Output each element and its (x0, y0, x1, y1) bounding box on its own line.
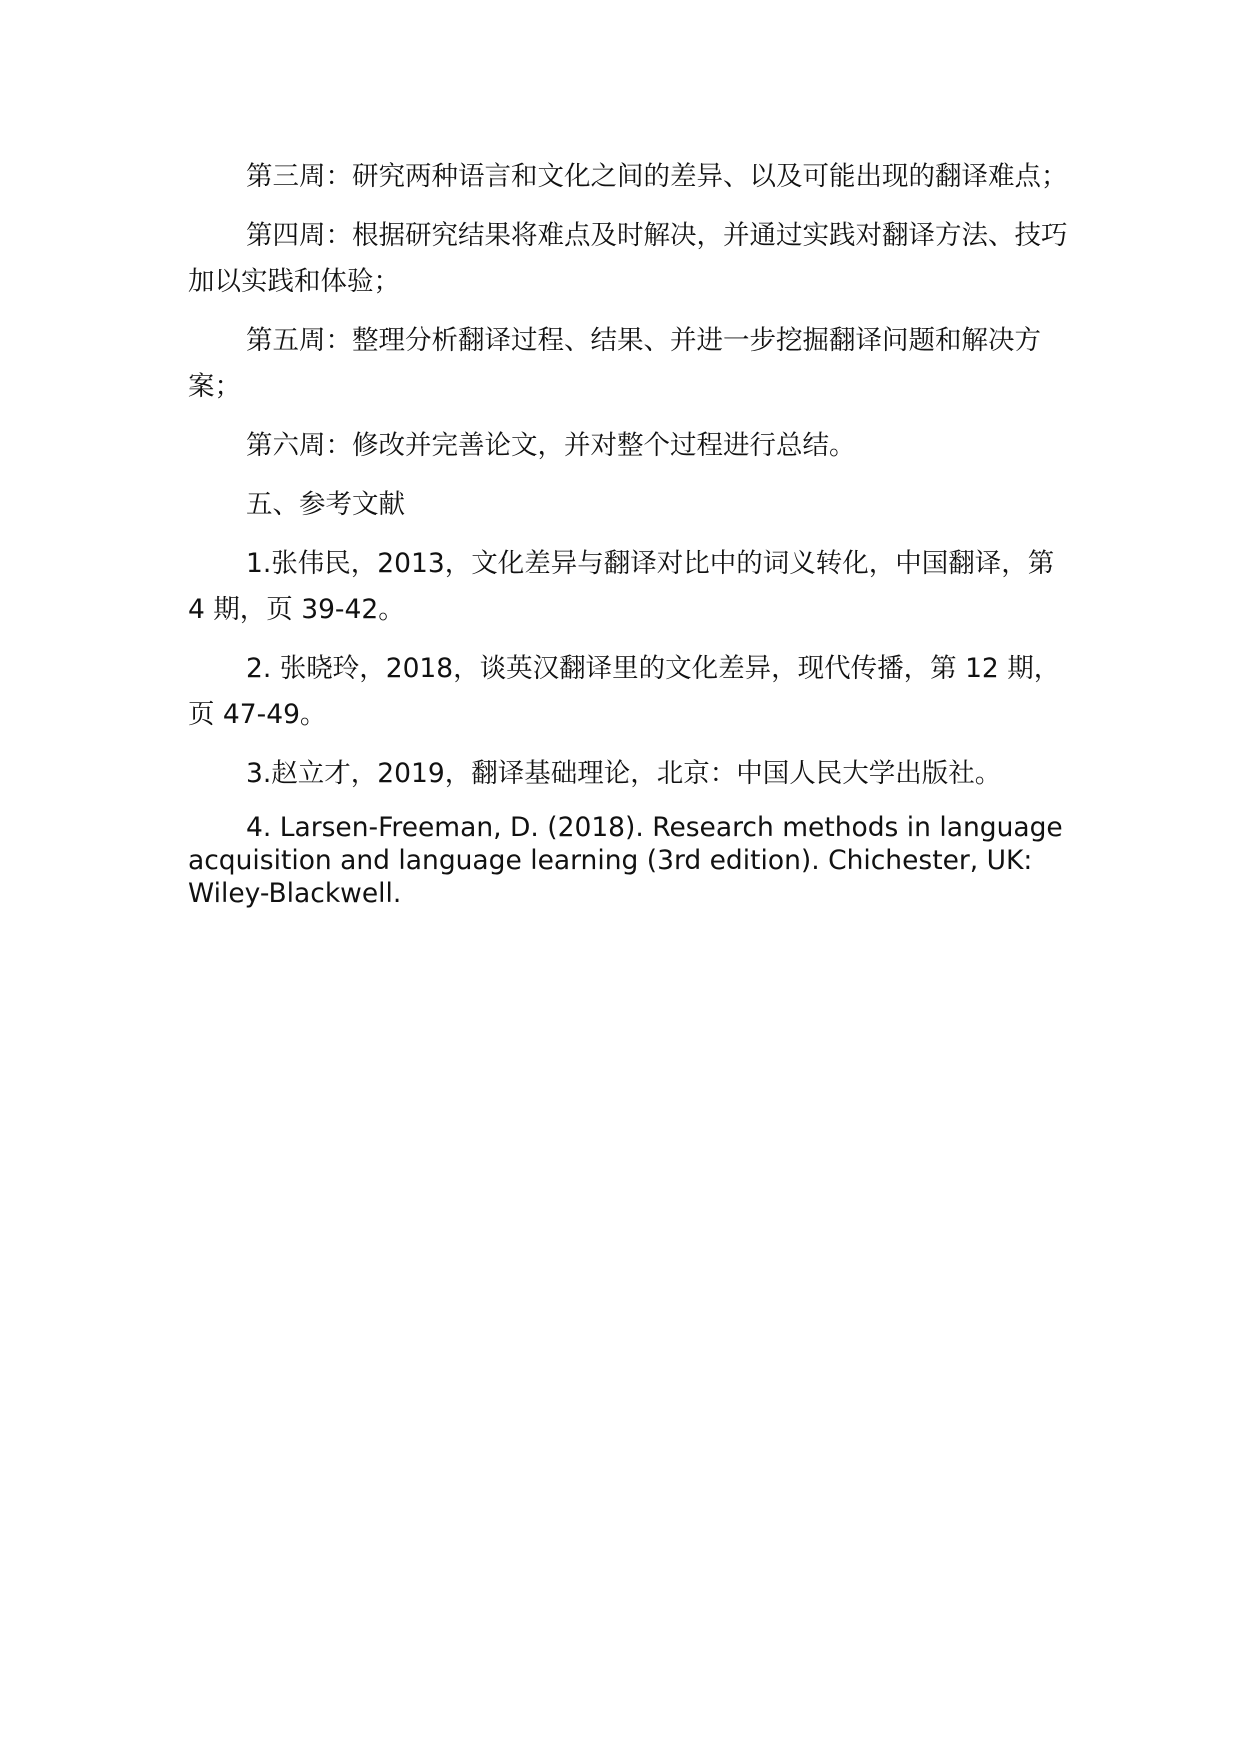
reference-item-1: 1.张伟民，2013，文化差异与翻译对比中的词义转化，中国翻译，第 4 期，页 39-42。 (188, 548, 1055, 625)
reference-item-2: 2. 张晓玲，2018，谈英汉翻译里的文化差异，现代传播，第 12 期，页 47-49。 (188, 653, 1061, 730)
reference-item-3: 3.赵立才，2019，翻译基础理论，北京：中国人民大学出版社。 (246, 758, 1002, 789)
schedule-week-6: 第六周：修改并完善论文，并对整个过程进行总结。 (246, 430, 856, 461)
references-heading: 五、参考文献 (246, 489, 405, 520)
reference-item-4: 4. Larsen-Freeman, D. (2018). Research methods in language acquisition and language learning (3rd edition). Chichester, UK: Wiley-Blackwell. (188, 812, 1063, 909)
schedule-week-5: 第五周：整理分析翻译过程、结果、并进一步挖掘翻译问题和解决方案； (188, 325, 1041, 402)
schedule-week-3: 第三周：研究两种语言和文化之间的差异、以及可能出现的翻译难点； (246, 161, 1068, 192)
document-body (188, 154, 1078, 923)
schedule-week-4: 第四周：根据研究结果将难点及时解决，并通过实践对翻译方法、技巧加以实践和体验； (188, 220, 1068, 297)
